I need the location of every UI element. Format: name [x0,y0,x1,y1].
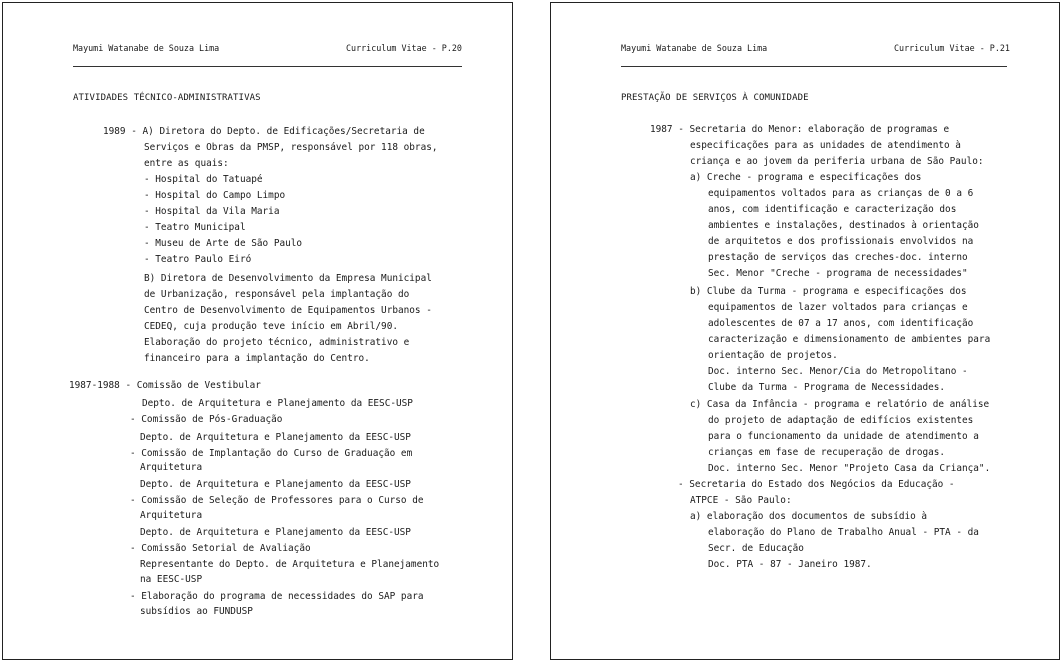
text-line: equipamentos voltados para as crianças de 0 a 6 [708,188,974,199]
text-line: anos, com identificação e caracterização dos [708,204,957,215]
text-line: ambientes e instalações, destinados à orientação [708,220,979,231]
text-line: Depto. de Arquitetura e Planejamento da EESC-USP [140,527,411,538]
text-line: criança e ao jovem da periferia urbana de São Paulo: [690,156,984,167]
header-page-label: Curriculum Vitae - P.21 [894,43,1010,53]
text-line: para o funcionamento da unidade de atendimento a [708,431,979,442]
text-line: CEDEQ, cuja produção teve início em Abril/90. [144,321,398,332]
text-line: - Comissão de Pós-Graduação [130,414,283,425]
text-line: Sec. Menor "Creche - programa de necessidades" [708,268,968,279]
header-rule [73,66,462,67]
section-title: PRESTAÇÃO DE SERVIÇOS À COMUNIDADE [621,93,809,103]
section-title: ATIVIDADES TÉCNICO-ADMINISTRATIVAS [73,93,261,103]
text-line: de arquitetos e dos profissionais envolvidos na [708,236,974,247]
text-line: Representante do Depto. de Arquitetura e Planejamento [140,559,440,570]
text-line: - Hospital da Vila Maria [144,206,280,217]
text-line: crianças em fase de recuperação de drogas. [708,447,946,458]
document-page-right [550,2,1060,660]
header-rule [621,66,1007,67]
text-line: equipamentos de lazer voltados para crianças e [708,302,968,313]
text-line: - Teatro Municipal [144,222,246,233]
text-line: financeiro para a implantação do Centro. [144,353,370,364]
text-line: de Urbanização, responsável pela implantação do [144,289,410,300]
text-line: b) Clube da Turma - programa e especificações dos [690,286,967,297]
text-line: Arquitetura [140,462,203,473]
text-line: a) Creche - programa e especificações dos [690,172,922,183]
text-line: Elaboração do projeto técnico, administrativo e [144,337,410,348]
header-author-name: Mayumi Watanabe de Souza Lima [621,43,768,53]
text-line: do projeto de adaptação de edifícios existentes [708,415,974,426]
text-line: - Hospital do Campo Limpo [144,190,286,201]
text-line: Clube da Turma - Programa de Necessidades. [708,382,946,393]
text-line: Serviços e Obras da PMSP, responsável por 118 obras, [144,142,438,153]
text-line: orientação de projetos. [708,350,838,361]
text-line: Secr. de Educação [708,543,804,554]
text-line: - Museu de Arte de São Paulo [144,238,303,249]
text-line: Doc. interno Sec. Menor "Projeto Casa da Criança". [708,463,991,474]
header-author-name: Mayumi Watanabe de Souza Lima [73,43,220,53]
text-line: a) elaboração dos documentos de subsídio à [690,511,928,522]
text-line: Depto. de Arquitetura e Planejamento da EESC-USP [142,398,413,409]
text-line: c) Casa da Infância - programa e relatório de análise [690,399,990,410]
text-line: prestação de serviços das creches-doc. interno [708,252,968,263]
text-line: especificações para as unidades de atendimento à [690,140,961,151]
text-line: 1987 - Secretaria do Menor: elaboração de programas e [650,124,950,135]
text-line: elaboração do Plano de Trabalho Anual - PTA - da [708,527,979,538]
text-line: entre as quais: [144,158,229,169]
text-line: Depto. de Arquitetura e Planejamento da EESC-USP [140,479,411,490]
text-line: Centro de Desenvolvimento de Equipamentos Urbanos - [144,305,432,316]
text-line: - Comissão de Implantação do Curso de Graduação em [130,448,413,459]
text-line: - Comissão de Seleção de Professores para o Curso de [130,495,424,506]
text-line: Arquitetura [140,510,203,521]
text-line: - Secretaria do Estado dos Negócios da Educação - [678,479,955,490]
text-line: Depto. de Arquitetura e Planejamento da EESC-USP [140,432,411,443]
text-line: 1987-1988 - Comissão de Vestibular [69,380,261,391]
text-line: na EESC-USP [140,574,203,585]
document-page-left [2,2,513,660]
text-line: ATPCE - São Paulo: [690,495,792,506]
text-line: - Elaboração do programa de necessidades do SAP para [130,591,424,602]
text-line: - Comissão Setorial de Avaliação [130,543,311,554]
text-line: 1989 - A) Diretora do Depto. de Edificações/Secretaria de [103,126,425,137]
text-line: Doc. PTA - 87 - Janeiro 1987. [708,559,872,570]
text-line: B) Diretora de Desenvolvimento da Empresa Municipal [144,273,432,284]
text-line: - Hospital do Tatuapé [144,174,263,185]
text-line: caracterização e dimensionamento de ambientes para [708,334,991,345]
text-line: adolescentes de 07 a 17 anos, com identificação [708,318,974,329]
text-line: Doc. interno Sec. Menor/Cia do Metropolitano - [708,366,968,377]
text-line: subsídios ao FUNDUSP [140,606,253,617]
text-line: - Teatro Paulo Eiró [144,254,252,265]
header-page-label: Curriculum Vitae - P.20 [346,43,462,53]
